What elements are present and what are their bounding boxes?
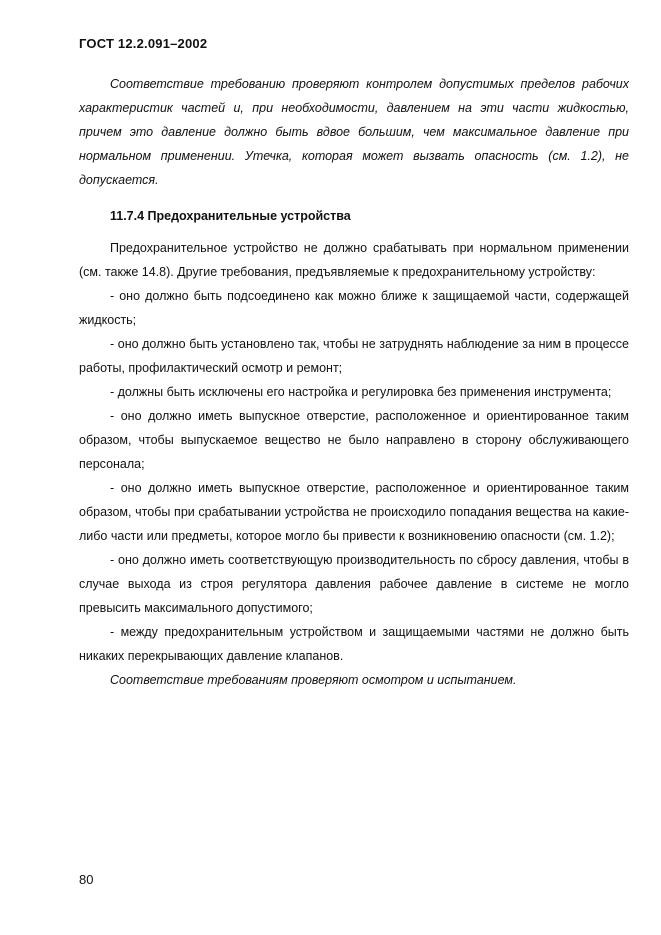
requirement-item: - оно должно иметь соответствующую производительность по сбросу давления, чтобы в случае выхода из строя регулятора давления рабочее давление в системе не могло превысить максимального допустимого; [79,553,629,615]
requirement-item: - оно должно быть подсоединено как можно ближе к защищаемой части, содержащей жидкость; [79,289,629,327]
requirement-item: - оно должно иметь выпускное отверстие, расположенное и ориентированное таким образом, чтобы при срабатывании устройства не происходило попадания вещества на какие-либо части или предметы, которое могло бы привести к возникновению опасности (см. 1.2); [79,481,629,543]
compliance-paragraph-closing: Соответствие требованиям проверяют осмотром и испытанием. [110,673,517,687]
section-heading: 11.7.4 Предохранительные устройства [110,209,351,223]
section-intro-paragraph: Предохранительное устройство не должно срабатывать при нормальном применении (см. также 14.8). Другие требования, предъявляемые к предохранительному устройству: [79,241,629,279]
requirement-item: - оно должно иметь выпускное отверстие, расположенное и ориентированное таким образом, чтобы выпускаемое вещество не было направлено в сторону обслуживающего персонала; [79,409,629,471]
requirement-item: - между предохранительным устройством и защищаемыми частями не должно быть никаких перекрывающих давление клапанов. [79,625,629,663]
compliance-paragraph-intro: Соответствие требованию проверяют контролем допустимых пределов рабочих характеристик частей и, при необходимости, давлением на эти части жидкостью, причем это давление должно быть вдвое большим, чем максимальное давление при нормальном применении. Утечка, которая может вызвать опасность (см. 1.2), не допускается. [79,77,629,187]
requirement-item: - должны быть исключены его настройка и регулировка без применения инструмента; [110,385,612,399]
page-number: 80 [79,872,94,887]
document-body [79,72,629,692]
document-header: ГОСТ 12.2.091–2002 [79,36,208,51]
requirement-item: - оно должно быть установлено так, чтобы не затруднять наблюдение за ним в процессе работы, профилактический осмотр и ремонт; [79,337,629,375]
